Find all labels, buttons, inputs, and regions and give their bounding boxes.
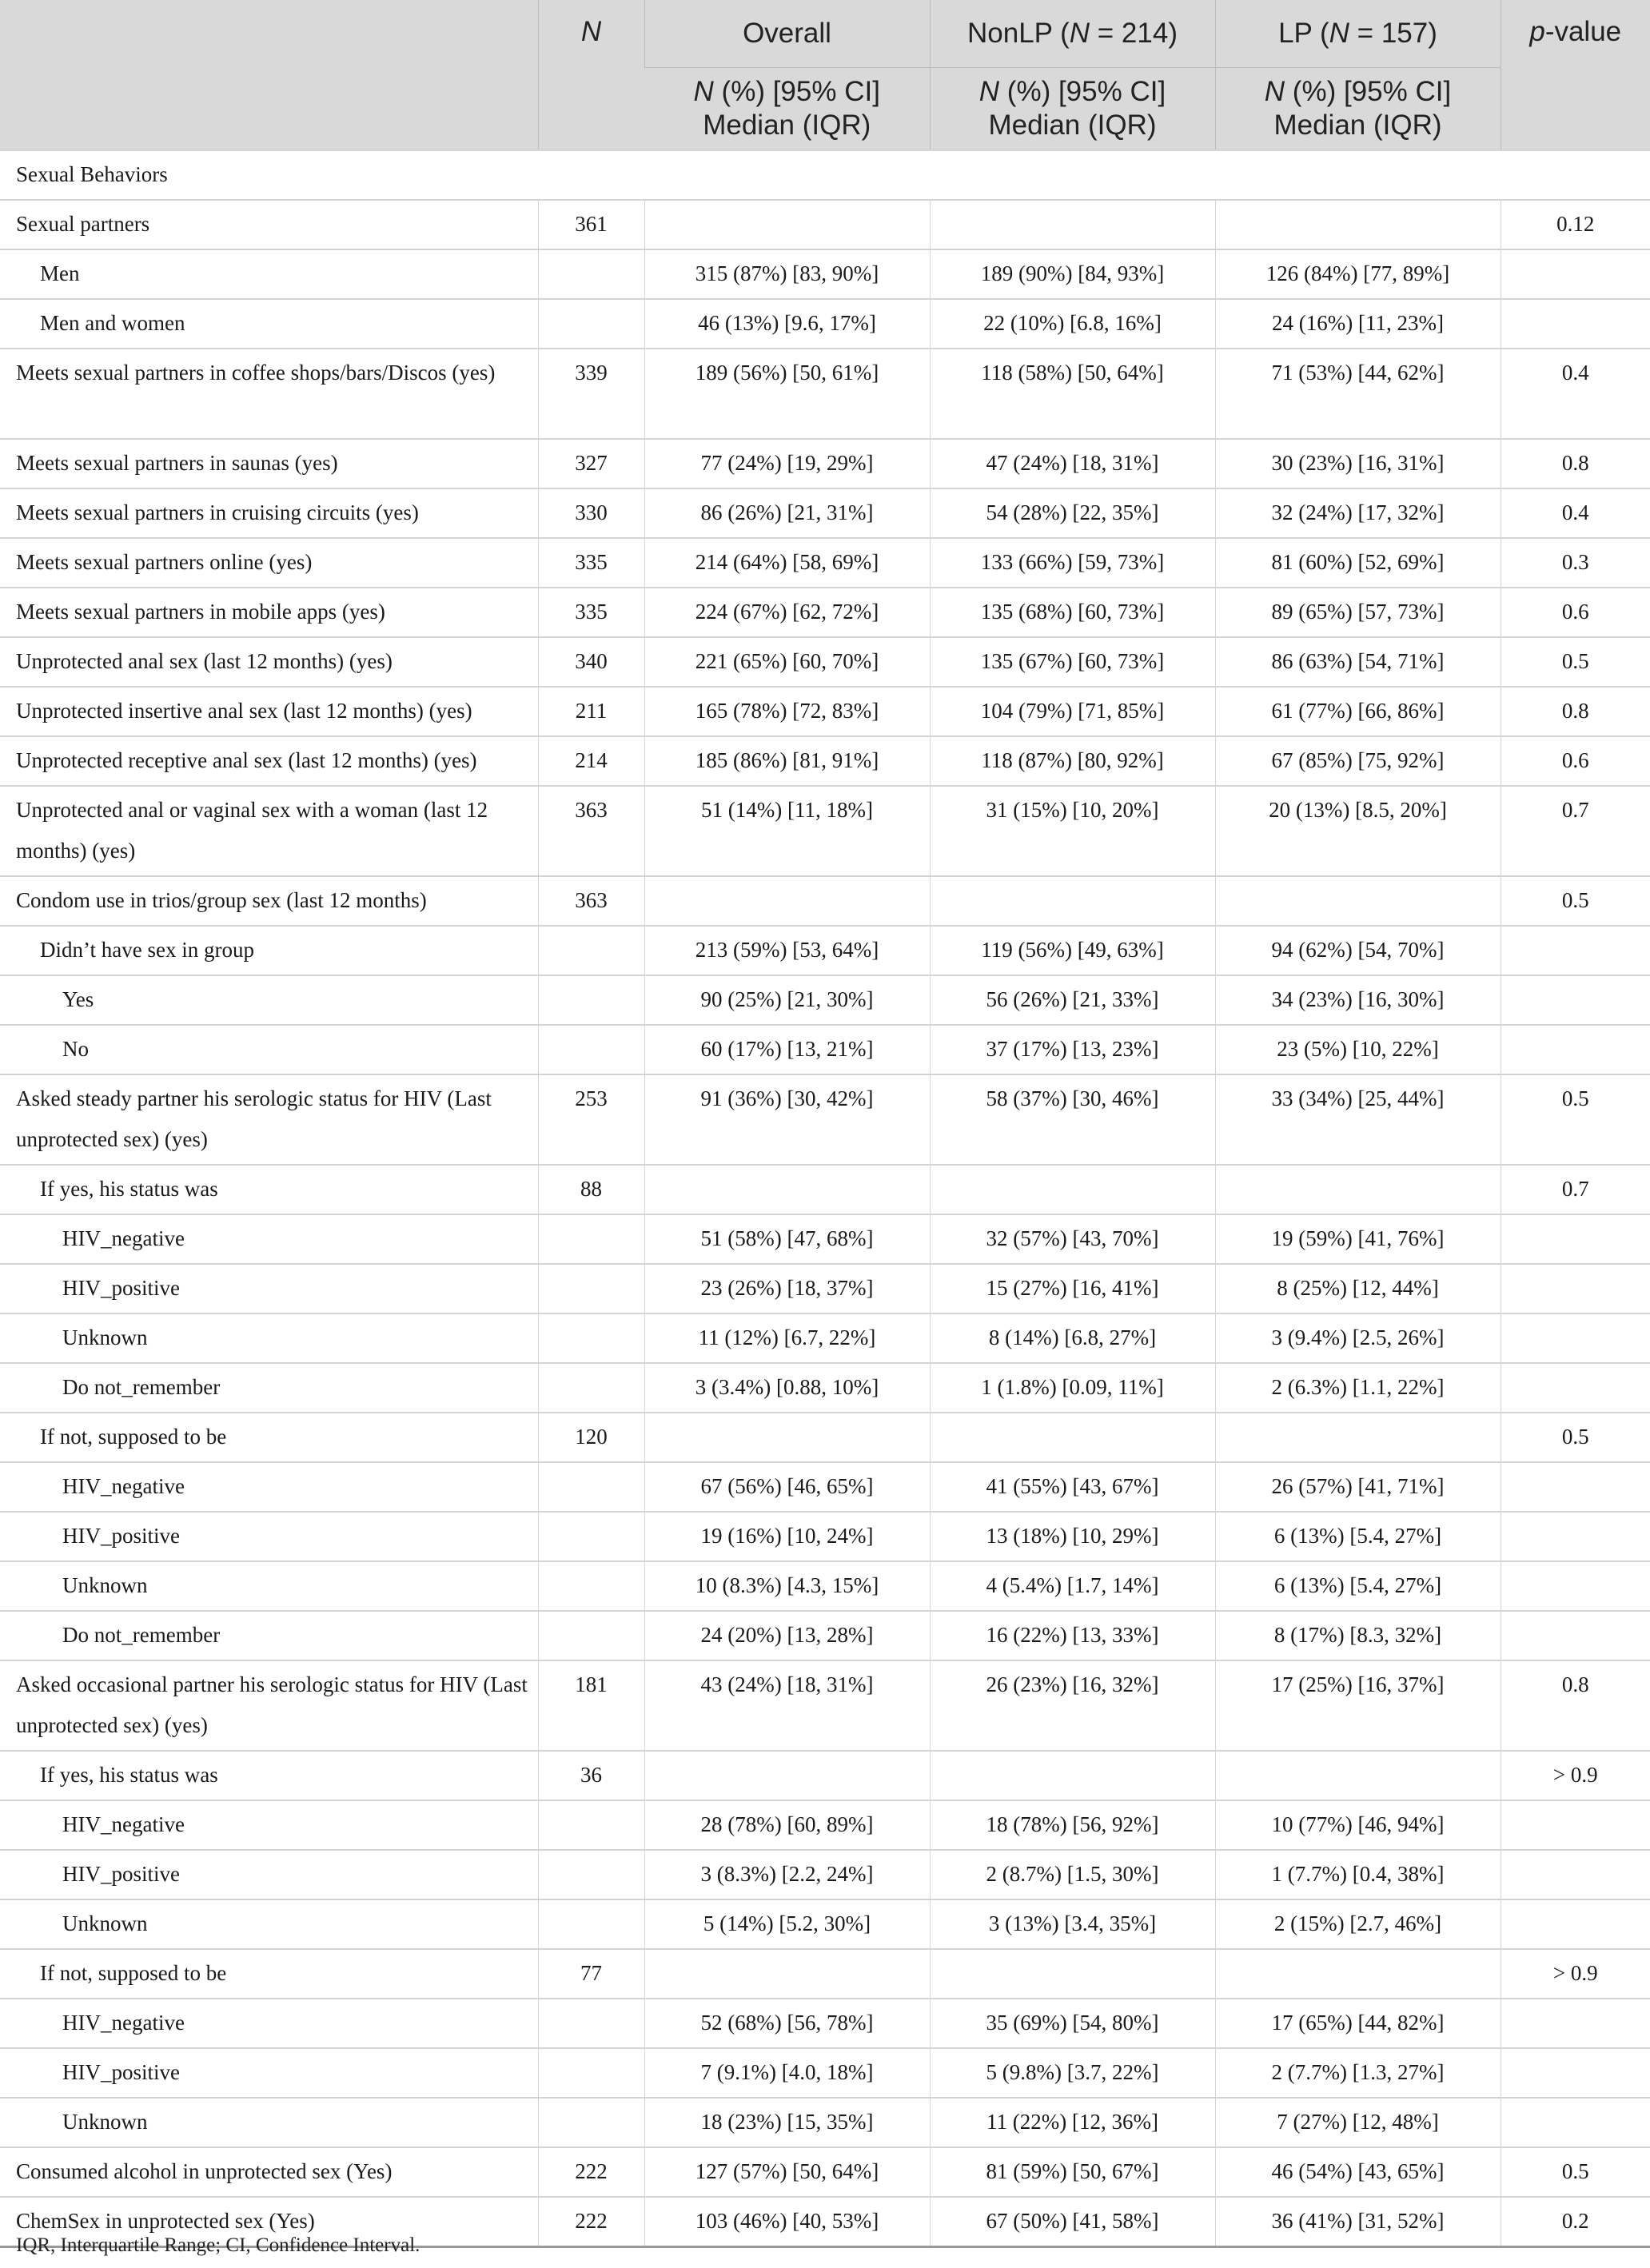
header-n: N [538,0,644,150]
cell-p-value [1501,1264,1650,1313]
cell-p-value: 0.5 [1501,1413,1650,1462]
cell-p-value [1501,1025,1650,1074]
cell-n: 181 [538,1660,644,1751]
row-label: Asked steady partner his serologic status for HIV (Last unprotected sex) (yes) [0,1074,538,1165]
row-label: If yes, his status was [0,1751,538,1800]
cell-p-value [1501,1611,1650,1660]
cell-n: 211 [538,687,644,736]
cell-p-value [1501,926,1650,975]
cell-n [538,1800,644,1850]
header-overall: Overall [644,0,930,68]
row-label: Meets sexual partners in coffee shops/bars/Discos (yes) [0,349,538,439]
cell-n [538,1611,644,1660]
cell-overall [644,1751,930,1800]
cell-lp: 10 (77%) [46, 94%] [1215,1800,1501,1850]
cell-p-value [1501,2048,1650,2098]
table-row [0,1800,1650,1850]
cell-p-value: 0.6 [1501,736,1650,786]
table-row [0,876,1650,926]
cell-lp: 30 (23%) [16, 31%] [1215,439,1501,488]
row-label: Didn’t have sex in group [0,926,538,975]
cell-nonlp: 133 (66%) [59, 73%] [930,538,1215,588]
cell-n [538,299,644,349]
cell-overall: 103 (46%) [40, 53%] [644,2197,930,2247]
cell-p-value: 0.8 [1501,439,1650,488]
cell-p-value: 0.5 [1501,637,1650,687]
cell-nonlp [930,1413,1215,1462]
cell-overall: 224 (67%) [62, 72%] [644,588,930,637]
row-label: Condom use in trios/group sex (last 12 months) [0,876,538,926]
cell-p-value [1501,1462,1650,1512]
cell-overall: 127 (57%) [50, 64%] [644,2147,930,2197]
row-label: Do not_remember [0,1363,538,1413]
row-label: HIV_negative [0,1999,538,2048]
table-row [0,349,1650,439]
table-row [0,1512,1650,1561]
table-row [0,439,1650,488]
cell-p-value: 0.5 [1501,876,1650,926]
cell-nonlp: 118 (87%) [80, 92%] [930,736,1215,786]
table-row [0,637,1650,687]
cell-lp: 8 (17%) [8.3, 32%] [1215,1611,1501,1660]
cell-lp: 2 (15%) [2.7, 46%] [1215,1899,1501,1949]
cell-overall: 214 (64%) [58, 69%] [644,538,930,588]
cell-n: 340 [538,637,644,687]
header-lp: LP (N = 157) [1215,0,1501,68]
cell-lp: 36 (41%) [31, 52%] [1215,2197,1501,2247]
cell-nonlp: 67 (50%) [41, 58%] [930,2197,1215,2247]
table-row [0,1949,1650,1999]
table-footnote: IQR, Interquartile Range; CI, Confidence Interval. [16,2234,420,2256]
cell-n [538,1561,644,1611]
cell-nonlp: 31 (15%) [10, 20%] [930,786,1215,876]
row-label: HIV_positive [0,1512,538,1561]
row-label: Meets sexual partners in saunas (yes) [0,439,538,488]
table-row [0,926,1650,975]
cell-lp: 86 (63%) [54, 71%] [1215,637,1501,687]
cell-lp: 34 (23%) [16, 30%] [1215,975,1501,1025]
cell-n [538,1264,644,1313]
cell-nonlp: 135 (67%) [60, 73%] [930,637,1215,687]
cell-lp: 81 (60%) [52, 69%] [1215,538,1501,588]
cell-overall: 51 (58%) [47, 68%] [644,1214,930,1264]
cell-nonlp: 35 (69%) [54, 80%] [930,1999,1215,2048]
cell-n: 120 [538,1413,644,1462]
row-label: Men and women [0,299,538,349]
cell-overall: 23 (26%) [18, 37%] [644,1264,930,1313]
cell-nonlp: 26 (23%) [16, 32%] [930,1660,1215,1751]
cell-overall [644,1413,930,1462]
cell-p-value: 0.4 [1501,488,1650,538]
row-label: If yes, his status was [0,1165,538,1214]
cell-nonlp: 58 (37%) [30, 46%] [930,1074,1215,1165]
cell-lp: 17 (25%) [16, 37%] [1215,1660,1501,1751]
row-label: Meets sexual partners in cruising circuits (yes) [0,488,538,538]
cell-overall [644,1949,930,1999]
table-row [0,1363,1650,1413]
row-label: Unprotected anal sex (last 12 months) (yes) [0,637,538,687]
cell-lp: 32 (24%) [17, 32%] [1215,488,1501,538]
table-row [0,1025,1650,1074]
table-row [0,1264,1650,1313]
row-label: HIV_negative [0,1214,538,1264]
table-row [0,736,1650,786]
cell-overall: 5 (14%) [5.2, 30%] [644,1899,930,1949]
cell-p-value [1501,1561,1650,1611]
cell-n [538,1899,644,1949]
row-label: Consumed alcohol in unprotected sex (Yes) [0,2147,538,2197]
cell-p-value [1501,975,1650,1025]
cell-n [538,2048,644,2098]
cell-lp: 1 (7.7%) [0.4, 38%] [1215,1850,1501,1899]
cell-nonlp: 15 (27%) [16, 41%] [930,1264,1215,1313]
cell-n [538,1999,644,2048]
cell-overall: 165 (78%) [72, 83%] [644,687,930,736]
cell-lp: 67 (85%) [75, 92%] [1215,736,1501,786]
cell-nonlp: 4 (5.4%) [1.7, 14%] [930,1561,1215,1611]
cell-nonlp: 118 (58%) [50, 64%] [930,349,1215,439]
row-label: HIV_negative [0,1462,538,1512]
cell-p-value [1501,1313,1650,1363]
cell-nonlp [930,876,1215,926]
cell-overall: 86 (26%) [21, 31%] [644,488,930,538]
cell-p-value: 0.5 [1501,1074,1650,1165]
table-row [0,1899,1650,1949]
table-row [0,1214,1650,1264]
cell-n: 36 [538,1751,644,1800]
cell-lp [1215,1165,1501,1214]
cell-nonlp: 1 (1.8%) [0.09, 11%] [930,1363,1215,1413]
cell-nonlp: 104 (79%) [71, 85%] [930,687,1215,736]
cell-p-value [1501,2098,1650,2147]
cell-nonlp: 119 (56%) [49, 63%] [930,926,1215,975]
cell-n [538,1313,644,1363]
table-row [0,687,1650,736]
cell-n: 214 [538,736,644,786]
cell-n [538,1512,644,1561]
header-nonlp: NonLP (N = 214) [930,0,1215,68]
cell-lp: 61 (77%) [66, 86%] [1215,687,1501,736]
section-row [0,150,1650,200]
cell-nonlp: 54 (28%) [22, 35%] [930,488,1215,538]
row-label: Unprotected insertive anal sex (last 12 months) (yes) [0,687,538,736]
cell-overall: 3 (3.4%) [0.88, 10%] [644,1363,930,1413]
subheader-nonlp: N (%) [95% CI] Median (IQR) [930,68,1215,151]
cell-lp: 71 (53%) [44, 62%] [1215,349,1501,439]
subheader-overall: N (%) [95% CI] Median (IQR) [644,68,930,151]
row-label: Sexual partners [0,200,538,249]
cell-n [538,975,644,1025]
row-label: Unknown [0,1899,538,1949]
row-label: Men [0,249,538,299]
cell-n: 363 [538,786,644,876]
row-label: Unprotected receptive anal sex (last 12 months) (yes) [0,736,538,786]
cell-nonlp: 41 (55%) [43, 67%] [930,1462,1215,1512]
cell-lp: 24 (16%) [11, 23%] [1215,299,1501,349]
cell-p-value [1501,1850,1650,1899]
row-label: Unknown [0,1313,538,1363]
cell-n: 335 [538,588,644,637]
cell-overall: 67 (56%) [46, 65%] [644,1462,930,1512]
cell-p-value [1501,249,1650,299]
cell-p-value: 0.7 [1501,1165,1650,1214]
table-row [0,1850,1650,1899]
cell-overall: 51 (14%) [11, 18%] [644,786,930,876]
cell-p-value: 0.12 [1501,200,1650,249]
cell-p-value: 0.2 [1501,2197,1650,2247]
cell-p-value: > 0.9 [1501,1949,1650,1999]
table-row [0,1165,1650,1214]
cell-overall: 90 (25%) [21, 30%] [644,975,930,1025]
cell-overall: 11 (12%) [6.7, 22%] [644,1313,930,1363]
row-label: HIV_positive [0,2048,538,2098]
row-label: If not, supposed to be [0,1949,538,1999]
cell-nonlp [930,1751,1215,1800]
cell-p-value: 0.8 [1501,1660,1650,1751]
cell-overall: 213 (59%) [53, 64%] [644,926,930,975]
cell-nonlp [930,200,1215,249]
row-label: Unknown [0,1561,538,1611]
table-row [0,1313,1650,1363]
cell-p-value: 0.4 [1501,349,1650,439]
table-row [0,2048,1650,2098]
row-label: Yes [0,975,538,1025]
cell-n [538,1214,644,1264]
cell-n: 363 [538,876,644,926]
cell-lp [1215,876,1501,926]
cell-overall: 46 (13%) [9.6, 17%] [644,299,930,349]
cell-nonlp: 16 (22%) [13, 33%] [930,1611,1215,1660]
cell-overall: 315 (87%) [83, 90%] [644,249,930,299]
table-row [0,1660,1650,1751]
cell-p-value: 0.5 [1501,2147,1650,2197]
cell-n: 361 [538,200,644,249]
cell-lp: 17 (65%) [44, 82%] [1215,1999,1501,2048]
cell-n: 327 [538,439,644,488]
table-row [0,2147,1650,2197]
cell-nonlp: 2 (8.7%) [1.5, 30%] [930,1850,1215,1899]
cell-n: 77 [538,1949,644,1999]
cell-lp [1215,1949,1501,1999]
table-row [0,488,1650,538]
cell-nonlp: 32 (57%) [43, 70%] [930,1214,1215,1264]
row-label: ChemSex in unprotected sex (Yes) [0,2197,538,2247]
row-label: HIV_negative [0,1800,538,1850]
row-label: HIV_positive [0,1264,538,1313]
cell-p-value: 0.3 [1501,538,1650,588]
table-row [0,975,1650,1025]
cell-overall [644,1165,930,1214]
cell-overall: 3 (8.3%) [2.2, 24%] [644,1850,930,1899]
table-row [0,1751,1650,1800]
header-p-value: p-value [1501,0,1650,150]
cell-nonlp: 56 (26%) [21, 33%] [930,975,1215,1025]
cell-n: 222 [538,2147,644,2197]
cell-n [538,926,644,975]
cell-n [538,1025,644,1074]
cell-lp: 3 (9.4%) [2.5, 26%] [1215,1313,1501,1363]
cell-n: 222 [538,2197,644,2247]
cell-overall: 60 (17%) [13, 21%] [644,1025,930,1074]
cell-overall: 77 (24%) [19, 29%] [644,439,930,488]
cell-nonlp: 37 (17%) [13, 23%] [930,1025,1215,1074]
cell-n: 253 [538,1074,644,1165]
cell-overall: 91 (36%) [30, 42%] [644,1074,930,1165]
table-row [0,249,1650,299]
cell-n [538,1363,644,1413]
table-row [0,1561,1650,1611]
row-label: No [0,1025,538,1074]
cell-nonlp: 47 (24%) [18, 31%] [930,439,1215,488]
cell-nonlp: 22 (10%) [6.8, 16%] [930,299,1215,349]
cell-overall: 52 (68%) [56, 78%] [644,1999,930,2048]
cell-lp: 20 (13%) [8.5, 20%] [1215,786,1501,876]
cell-lp: 8 (25%) [12, 44%] [1215,1264,1501,1313]
cell-lp [1215,200,1501,249]
cell-lp: 89 (65%) [57, 73%] [1215,588,1501,637]
row-label: Asked occasional partner his serologic status for HIV (Last unprotected sex) (yes) [0,1660,538,1751]
cell-overall: 7 (9.1%) [4.0, 18%] [644,2048,930,2098]
cell-nonlp: 11 (22%) [12, 36%] [930,2098,1215,2147]
cell-nonlp: 8 (14%) [6.8, 27%] [930,1313,1215,1363]
cell-lp [1215,1751,1501,1800]
row-label: Unknown [0,2098,538,2147]
cell-p-value [1501,1363,1650,1413]
row-label: If not, supposed to be [0,1413,538,1462]
table-row [0,1999,1650,2048]
cell-overall: 24 (20%) [13, 28%] [644,1611,930,1660]
cell-lp: 94 (62%) [54, 70%] [1215,926,1501,975]
cell-lp: 6 (13%) [5.4, 27%] [1215,1512,1501,1561]
cell-n: 335 [538,538,644,588]
cell-lp: 6 (13%) [5.4, 27%] [1215,1561,1501,1611]
row-label: Meets sexual partners in mobile apps (yes) [0,588,538,637]
cell-lp: 2 (7.7%) [1.3, 27%] [1215,2048,1501,2098]
cell-p-value [1501,1214,1650,1264]
cell-overall: 28 (78%) [60, 89%] [644,1800,930,1850]
cell-lp [1215,1413,1501,1462]
cell-p-value: 0.6 [1501,588,1650,637]
cell-lp: 23 (5%) [10, 22%] [1215,1025,1501,1074]
table-row [0,588,1650,637]
cell-overall [644,200,930,249]
table-row [0,299,1650,349]
section-title: Sexual Behaviors [0,150,1650,200]
cell-lp: 126 (84%) [77, 89%] [1215,249,1501,299]
cell-nonlp [930,1165,1215,1214]
table-row [0,1074,1650,1165]
cell-lp: 2 (6.3%) [1.1, 22%] [1215,1363,1501,1413]
subheader-lp: N (%) [95% CI] Median (IQR) [1215,68,1501,151]
cell-lp: 26 (57%) [41, 71%] [1215,1462,1501,1512]
cell-n [538,249,644,299]
row-label: HIV_positive [0,1850,538,1899]
cell-p-value [1501,1512,1650,1561]
cell-n [538,1850,644,1899]
table-header [0,0,1650,150]
cell-p-value [1501,1899,1650,1949]
cell-nonlp: 135 (68%) [60, 73%] [930,588,1215,637]
cell-p-value: > 0.9 [1501,1751,1650,1800]
cell-n: 88 [538,1165,644,1214]
cell-p-value [1501,299,1650,349]
table-row [0,1462,1650,1512]
cell-n: 339 [538,349,644,439]
cell-p-value: 0.7 [1501,786,1650,876]
table-row [0,1413,1650,1462]
row-label: Do not_remember [0,1611,538,1660]
cell-lp: 46 (54%) [43, 65%] [1215,2147,1501,2197]
table-body [0,150,1650,2247]
cell-p-value: 0.8 [1501,687,1650,736]
table-row [0,2098,1650,2147]
table-row [0,200,1650,249]
cell-overall: 19 (16%) [10, 24%] [644,1512,930,1561]
cell-nonlp: 3 (13%) [3.4, 35%] [930,1899,1215,1949]
cell-nonlp: 18 (78%) [56, 92%] [930,1800,1215,1850]
row-label: Meets sexual partners online (yes) [0,538,538,588]
cell-overall: 221 (65%) [60, 70%] [644,637,930,687]
cell-nonlp [930,1949,1215,1999]
cell-nonlp: 189 (90%) [84, 93%] [930,249,1215,299]
row-label: Unprotected anal or vaginal sex with a woman (last 12 months) (yes) [0,786,538,876]
table-row [0,538,1650,588]
cell-lp: 33 (34%) [25, 44%] [1215,1074,1501,1165]
cell-nonlp: 81 (59%) [50, 67%] [930,2147,1215,2197]
table-row [0,786,1650,876]
cell-p-value [1501,1800,1650,1850]
cell-overall [644,876,930,926]
cell-overall: 43 (24%) [18, 31%] [644,1660,930,1751]
header-label-col [0,0,538,150]
cell-n [538,1462,644,1512]
cell-overall: 10 (8.3%) [4.3, 15%] [644,1561,930,1611]
cell-nonlp: 13 (18%) [10, 29%] [930,1512,1215,1561]
cell-n [538,2098,644,2147]
cell-p-value [1501,1999,1650,2048]
cell-n: 330 [538,488,644,538]
table-row [0,1611,1650,1660]
cell-overall: 185 (86%) [81, 91%] [644,736,930,786]
cell-lp: 7 (27%) [12, 48%] [1215,2098,1501,2147]
cell-overall: 189 (56%) [50, 61%] [644,349,930,439]
cell-lp: 19 (59%) [41, 76%] [1215,1214,1501,1264]
cell-nonlp: 5 (9.8%) [3.7, 22%] [930,2048,1215,2098]
cell-overall: 18 (23%) [15, 35%] [644,2098,930,2147]
